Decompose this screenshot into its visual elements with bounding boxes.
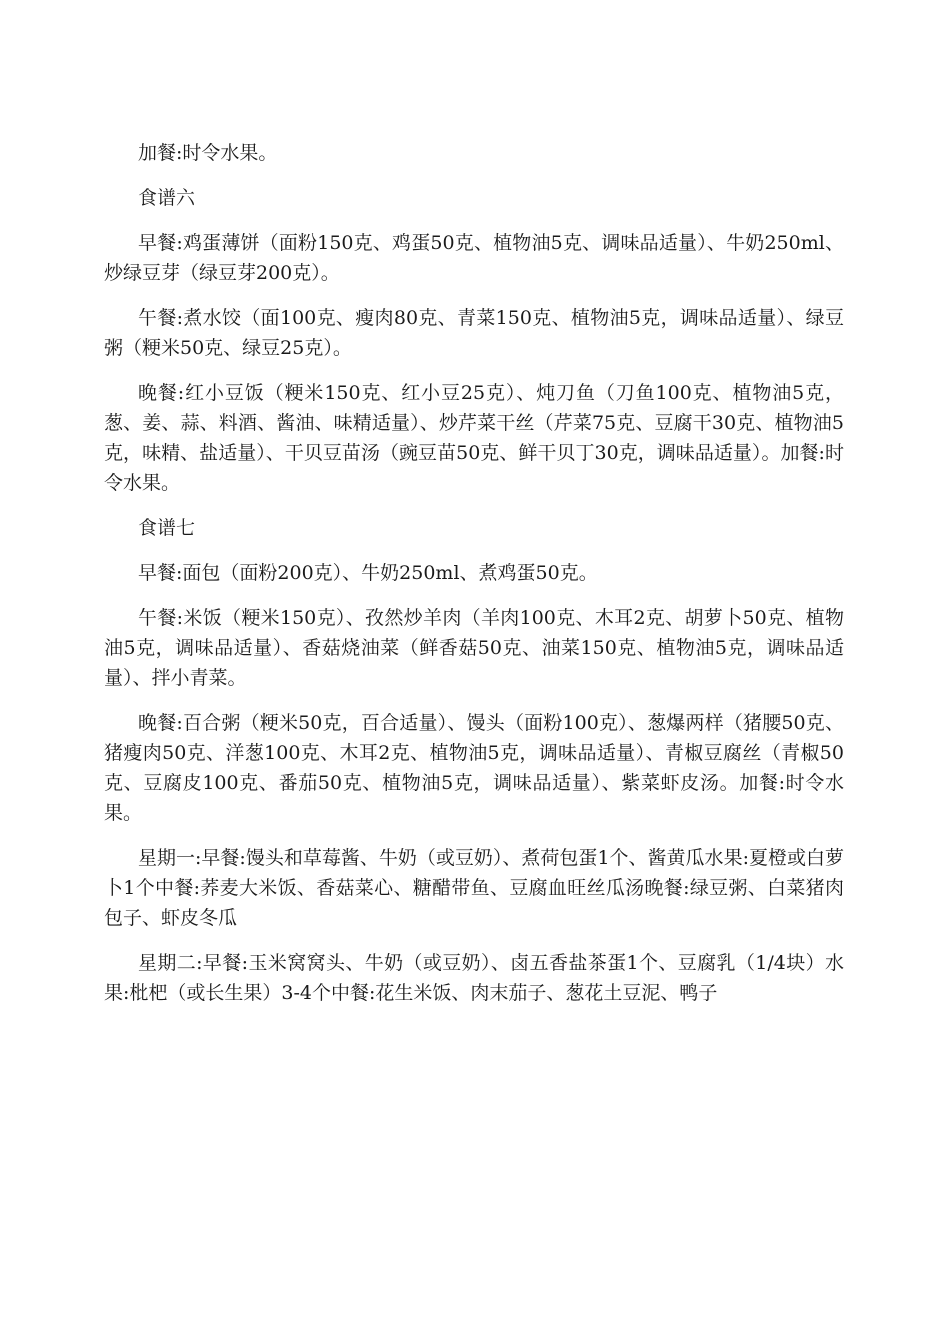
paragraph-lunch-six: 午餐:煮水饺（面100克、瘦肉80克、青菜150克、植物油5克，调味品适量）、绿豆粥（粳米50克、绿豆25克）。	[104, 307, 844, 359]
paragraph-tuesday: 星期二:早餐:玉米窝窝头、牛奶（或豆奶）、卤五香盐茶蛋1个、豆腐乳（1/4块）水果:枇杷（或长生果）3-4个中餐:花生米饭、肉末茄子、葱花土豆泥、鸭子	[104, 952, 844, 1004]
paragraph-monday: 星期一:早餐:馒头和草莓酱、牛奶（或豆奶）、煮荷包蛋1个、酱黄瓜水果:夏橙或白萝卜1个中餐:荞麦大米饭、香菇菜心、糖醋带鱼、豆腐血旺丝瓜汤晚餐:绿豆粥、白菜猪肉包子、虾皮冬瓜	[104, 847, 844, 929]
paragraph-lunch-seven: 午餐:米饭（粳米150克）、孜然炒羊肉（羊肉100克、木耳2克、胡萝卜50克、植物油5克，调味品适量）、香菇烧油菜（鲜香菇50克、油菜150克、植物油5克，调味品适量）、拌小青菜。	[104, 607, 844, 689]
paragraph-breakfast-seven: 早餐:面包（面粉200克）、牛奶250ml、煮鸡蛋50克。	[138, 562, 598, 584]
document-body	[104, 138, 844, 1023]
recipe-heading-seven: 食谱七	[138, 517, 196, 539]
paragraph-breakfast-six: 早餐:鸡蛋薄饼（面粉150克、鸡蛋50克、植物油5克、调味品适量）、牛奶250ml、炒绿豆芽（绿豆芽200克）。	[104, 232, 844, 284]
paragraph-dinner-six: 晚餐:红小豆饭（粳米150克、红小豆25克）、炖刀鱼（刀鱼100克、植物油5克，葱、姜、蒜、料酒、酱油、味精适量）、炒芹菜干丝（芹菜75克、豆腐干30克、植物油5克，味精、盐适量）、干贝豆苗汤（豌豆苗50克、鲜干贝丁30克，调味品适量）。加餐:时令水果。	[104, 382, 844, 494]
recipe-heading-six: 食谱六	[138, 187, 196, 209]
paragraph-snack: 加餐:时令水果。	[138, 142, 278, 164]
paragraph-dinner-seven: 晚餐:百合粥（粳米50克，百合适量）、馒头（面粉100克）、葱爆两样（猪腰50克、猪瘦肉50克、洋葱100克、木耳2克、植物油5克，调味品适量）、青椒豆腐丝（青椒50克、豆腐皮100克、番茄50克、植物油5克，调味品适量）、紫菜虾皮汤。加餐:时令水果。	[104, 712, 844, 824]
